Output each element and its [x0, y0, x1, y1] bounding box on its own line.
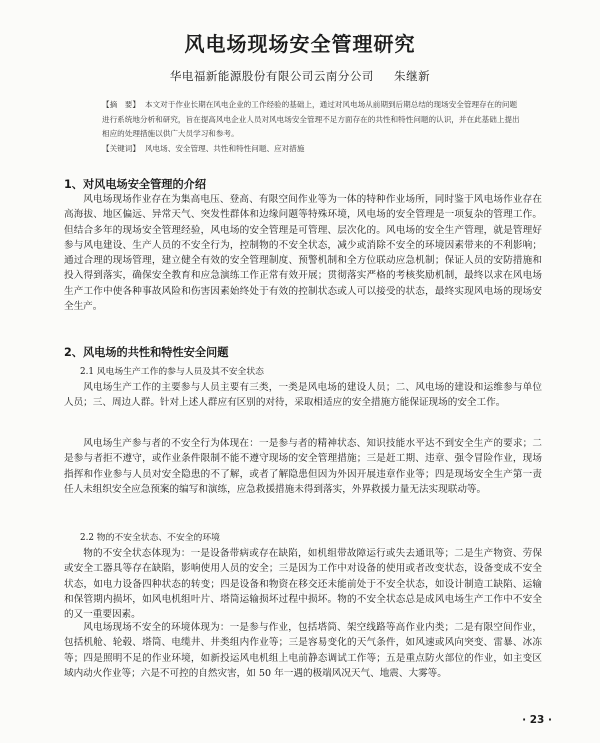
subsection-2-1-paragraph-2: 风电场生产参与者的不安全行为体现在：一是参与者的精神状态、知识技能水平达不到安全生产的要求；二是参与者拒不遵守，或作业条件限制不能不遵守现场的安全管理措施；三是赶工期、违章、强令冒险作业，现场指挥和作业参与人员对安全隐患的不了解，或者了解隐患但因为外因开展违章作业等；四是现场安全生产第一责任人未组织安全应急预案的编写和演练，应急救援措施未得到落实，外界救援力量无法实现联动等。 [64, 438, 542, 495]
subsection-2-2-heading: 2.2 物的不安全状态、不安全的环境 [80, 533, 220, 543]
subsection-2-1-heading: 2.1 风电场生产工作的参与人员及其不安全状态 [80, 367, 264, 377]
keywords [102, 142, 520, 157]
abstract-label: 【摘 要】 [102, 100, 140, 109]
subsection-2-2-paragraph-1: 物的不安全状态体现为：一是设备带病或存在缺陷，如机组带故障运行或失去通讯等；二是生产物资、劳保或安全工器具等存在缺陷，影响使用人员的安全；三是因为工作中对设备的使用或者改变状态，设备变成不安全状态，如电力设备四种状态的转变；四是设备和物资在移交还未能前处于不安全状态，如设计制造工缺陷、运输和保管期内损坏，如风电机组叶片、塔筒运输损坏过程中损坏。物的不安全状态总是成风电场生产工作中不安全的又一重要因素。 [64, 548, 542, 621]
page-number: · 23 · [522, 714, 552, 726]
section-1-paragraph: 风电场现场作业存在为集高电压、登高、有限空间作业等为一体的特种作业场所，同时鉴于风电场作业存在高海拔、地区偏远、异常天气、突发性群体和边缘问题等特殊环境，风电场的安全管理是一项复杂的管理工作。但结合多年的现场安全管理经验，风电场的安全管理是可管理、层次化的。风电场的安全生产管理，就是管理好参与风电建设、生产人员的不安全行为，控制物的不安全状态，减少或消除不安全的环境因素带来的不利影响；通过合理的现场管理，建立健全有效的安全管理制度、预警机制和全方位联动应急机制；保证人员的安防措施和投入得到落实，确保安全教育和应急演练工作正常有效开展；贯彻落实严格的考核奖励机制，最终以求在风电场生产工作中使各种事故风险和伤害因素始终处于有效的控制状态或人可以接受的状态，最终实现风电场的现场安全生产。 [64, 194, 542, 313]
abstract-text: 本文对于作业长期在风电企业的工作经验的基础上，通过对风电场从前期到后期总结的现场安全管理存在的问题进行系统地分析和研究，旨在提高风电企业人员对风电场安全管理不足方面存在的共性和特性问题的认识，并在此基础上提出相应的处理措施以供广大员学习和参考。 [102, 100, 520, 138]
abstract [102, 98, 520, 142]
paper-title: 风电场现场安全管理研究 [184, 32, 416, 56]
subsection-2-2-paragraph-2: 风电场现场不安全的环境体现为：一是参与作业，包括塔筒、架空线路等高作业内类；二是有限空间作业，包括机舱、轮毂、塔筒、电缆井、井类组内作业等；三是容易变化的天气条件，如风速或风向突变、雷暴、冰冻等；四是照明不足的作业环境，如新投运风电机组上电前静态调试工作等；五是重点防火部位的作业，如主变区域内动火作业等；六是不可控的自然灾害，如 50 年一遇的极端风况天气、地震、大雾等。 [64, 622, 542, 679]
keywords-label: 【关键词】 [102, 143, 140, 153]
author-name: 朱继新 [394, 69, 431, 83]
section-1-heading: 1、对风电场安全管理的介绍 [64, 178, 207, 191]
author-organization: 华电福新能源股份有限公司云南分公司 [169, 69, 374, 83]
abstract-block [102, 98, 520, 156]
author-line [0, 68, 600, 84]
keywords-text: 风电场、安全管理、共性和特性问题、应对措施 [144, 143, 305, 153]
subsection-2-1-paragraph-1: 风电场生产工作的主要参与人员主要有三类，一类是风电场的建设人员；二、风电场的建设和运维参与单位人员；三、周边人群。针对上述人群应有区别的对待，采取相适应的安全措施方能保证现场的安全工作。 [64, 382, 542, 409]
section-2-heading: 2、风电场的共性和特性安全问题 [64, 346, 229, 359]
